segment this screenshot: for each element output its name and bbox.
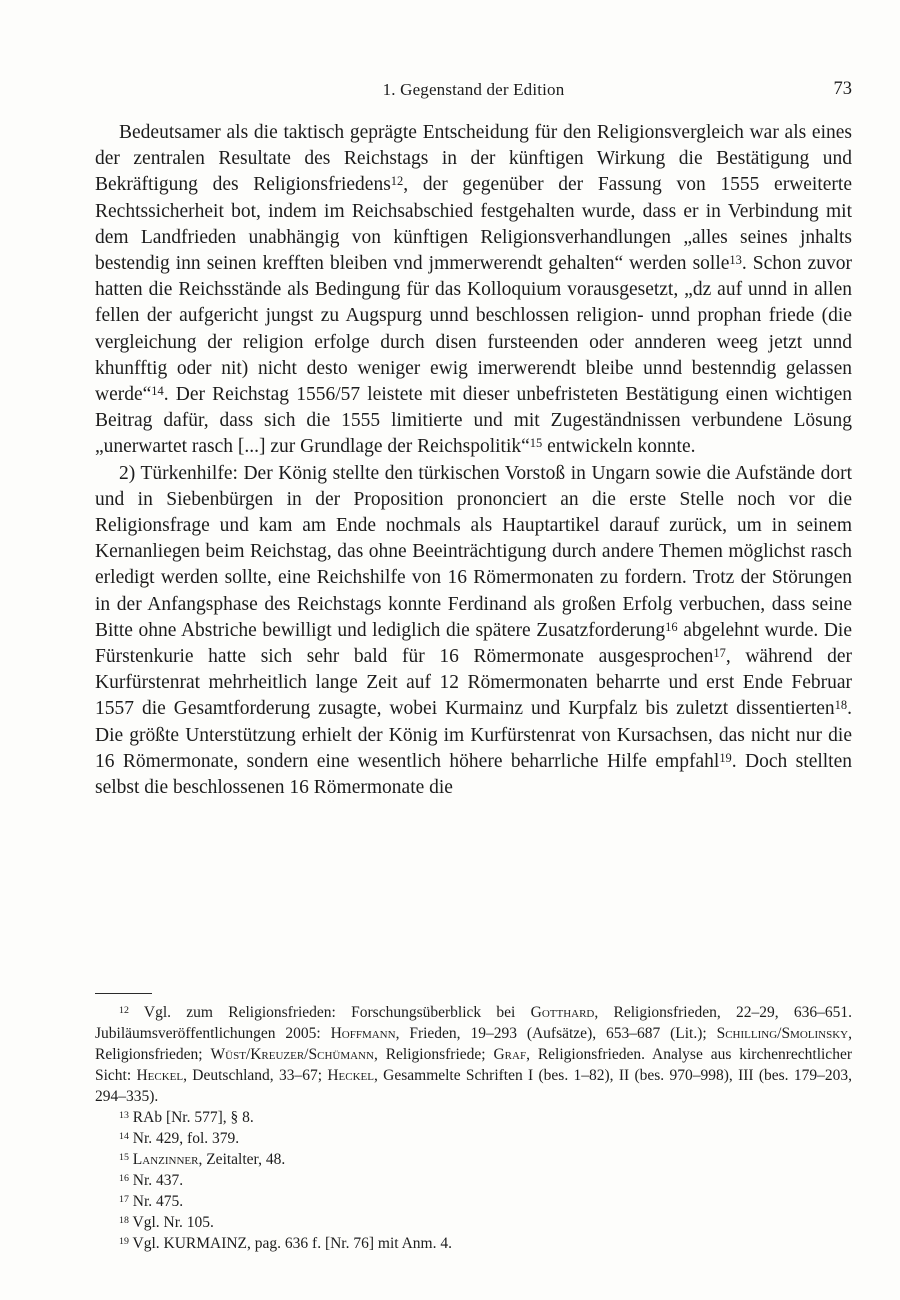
footnote-15: $^{15}$ Lanzinner, Zeitalter, 48. — [119, 1151, 286, 1168]
running-title: 1. Gegenstand der Edition — [382, 80, 565, 99]
footnote-14: $^{14}$ Nr. 429, fol. 379. — [119, 1130, 240, 1147]
footnote-17: $^{17}$ Nr. 475. — [119, 1193, 184, 1210]
page-header — [95, 80, 852, 100]
body-paragraph-2: 2) Türkenhilfe: Der König stellte den türkischen Vorstoß in Ungarn sowie die Aufstände dort und in Siebenbürgen in der Proposition prononciert an die erste Stelle noch vor die Religionsfrage und kam am Ende nochmals als Hauptartikel darauf zurück, um in seinem Kernanliegen beim Reichstag, das ohne Beeinträchtigung durch andere Themen möglichst rasch erledigt werden sollte, eine Reichshilfe von 16 Römermonaten zu fordern. Trotz der Störungen in der Anfangsphase des Reichstags konnte Ferdinand als großen Erfolg verbuchen, dass seine Bitte ohne Abstriche bewilligt und lediglich die spätere Zusatzforderung$^{16}$ abgelehnt wurde. Die Fürstenkurie hatte sich sehr bald für 16 Römermonate ausgesprochen$^{17}$, während der Kurfürstenrat mehrheitlich lange Zeit auf 12 Römermonaten beharrte und erst Ende Februar 1557 die Gesamtforderung zusagte, wobei Kurmainz und Kurpfalz bis zuletzt dissentierten$^{18}$. Die größte Unterstützung erhielt der König im Kurfürstenrat von Kursachsen, das nicht nur die 16 Römermonate, sondern eine wesentlich höhere beharrliche Hilfe empfahl$^{19}$. Doch stellten selbst die beschlossenen 16 Römermonate die — [95, 462, 853, 799]
footnote-separator-rule — [95, 993, 152, 994]
footnotes-section — [95, 993, 852, 1254]
body-paragraph-1: Bedeutsamer als die taktisch geprägte Entscheidung für den Religionsvergleich war als eines der zentralen Resultate des Reichstags in der künftigen Wirkung die Bestätigung und Bekräftigung des Religionsfriedens$^{12}$, der gegenüber der Fassung von 1555 erweiterte Rechtssicherheit bot, indem im Reichsabschied festgehalten wurde, dass er in Verbindung mit dem Landfrieden unabhängig von künftigen Religionsverhandlungen „alles seines jnhalts bestendig inn seinen krefften bleiben vnd jmmerwerendt gehalten“ werden solle$^{13}$. Schon zuvor hatten die Reichsstände als Bedingung für das Kolloquium vorausgesetzt, „dz auf unnd in allen fellen der aufgericht jungst zu Augspurg unnd beschlossen religion- unnd prophan friede (die vergleichung der religion erfolge durch disen fursteenden oder annderen weeg jetzt unnd khunfftig oder nit) nicht desto weniger ewig imerwerendt bleibe unnd bestenndig gelassen werde“$^{14}$. Der Reichstag 1556/57 leistete mit dieser unbefristeten Bestätigung einen wichtigen Beitrag dafür, dass sich die 1555 limitierte und mit Zugeständnissen verbundene Lösung „unerwartet rasch [...] zur Grundlage der Reichspolitik“$^{15}$ entwickeln konnte. — [95, 122, 852, 458]
footnote-18: $^{18}$ Vgl. Nr. 105. — [119, 1214, 214, 1231]
footnote-12: $^{12}$ Vgl. zum Religionsfrieden: Forschungsüberblick bei Gotthard, Religionsfrieden, 22–29, 636–651. Jubiläumsveröffentlichungen 2005: Hoffmann, Frieden, 19–293 (Aufsätze), 653–687 (Lit.); Schilling/Smolinsky, Religionsfrieden; Wüst/Kreuzer/Schümann, Religionsfriede; Graf, Religionsfrieden. Analyse aus kirchenrechtlicher Sicht: Heckel, Deutschland, 33–67; Heckel, Gesammelte Schriften I (bes. 1–82), II (bes. 970–998), III (bes. 179–203, 294–335). — [95, 1004, 852, 1105]
footnote-13: $^{13}$ RAb [Nr. 577], § 8. — [119, 1109, 254, 1126]
body-text — [95, 120, 852, 801]
footnote-16: $^{16}$ Nr. 437. — [119, 1172, 184, 1189]
page-number: 73 — [833, 79, 852, 99]
footnote-19: $^{19}$ Vgl. KURMAINZ, pag. 636 f. [Nr. 76] mit Anm. 4. — [119, 1235, 452, 1252]
